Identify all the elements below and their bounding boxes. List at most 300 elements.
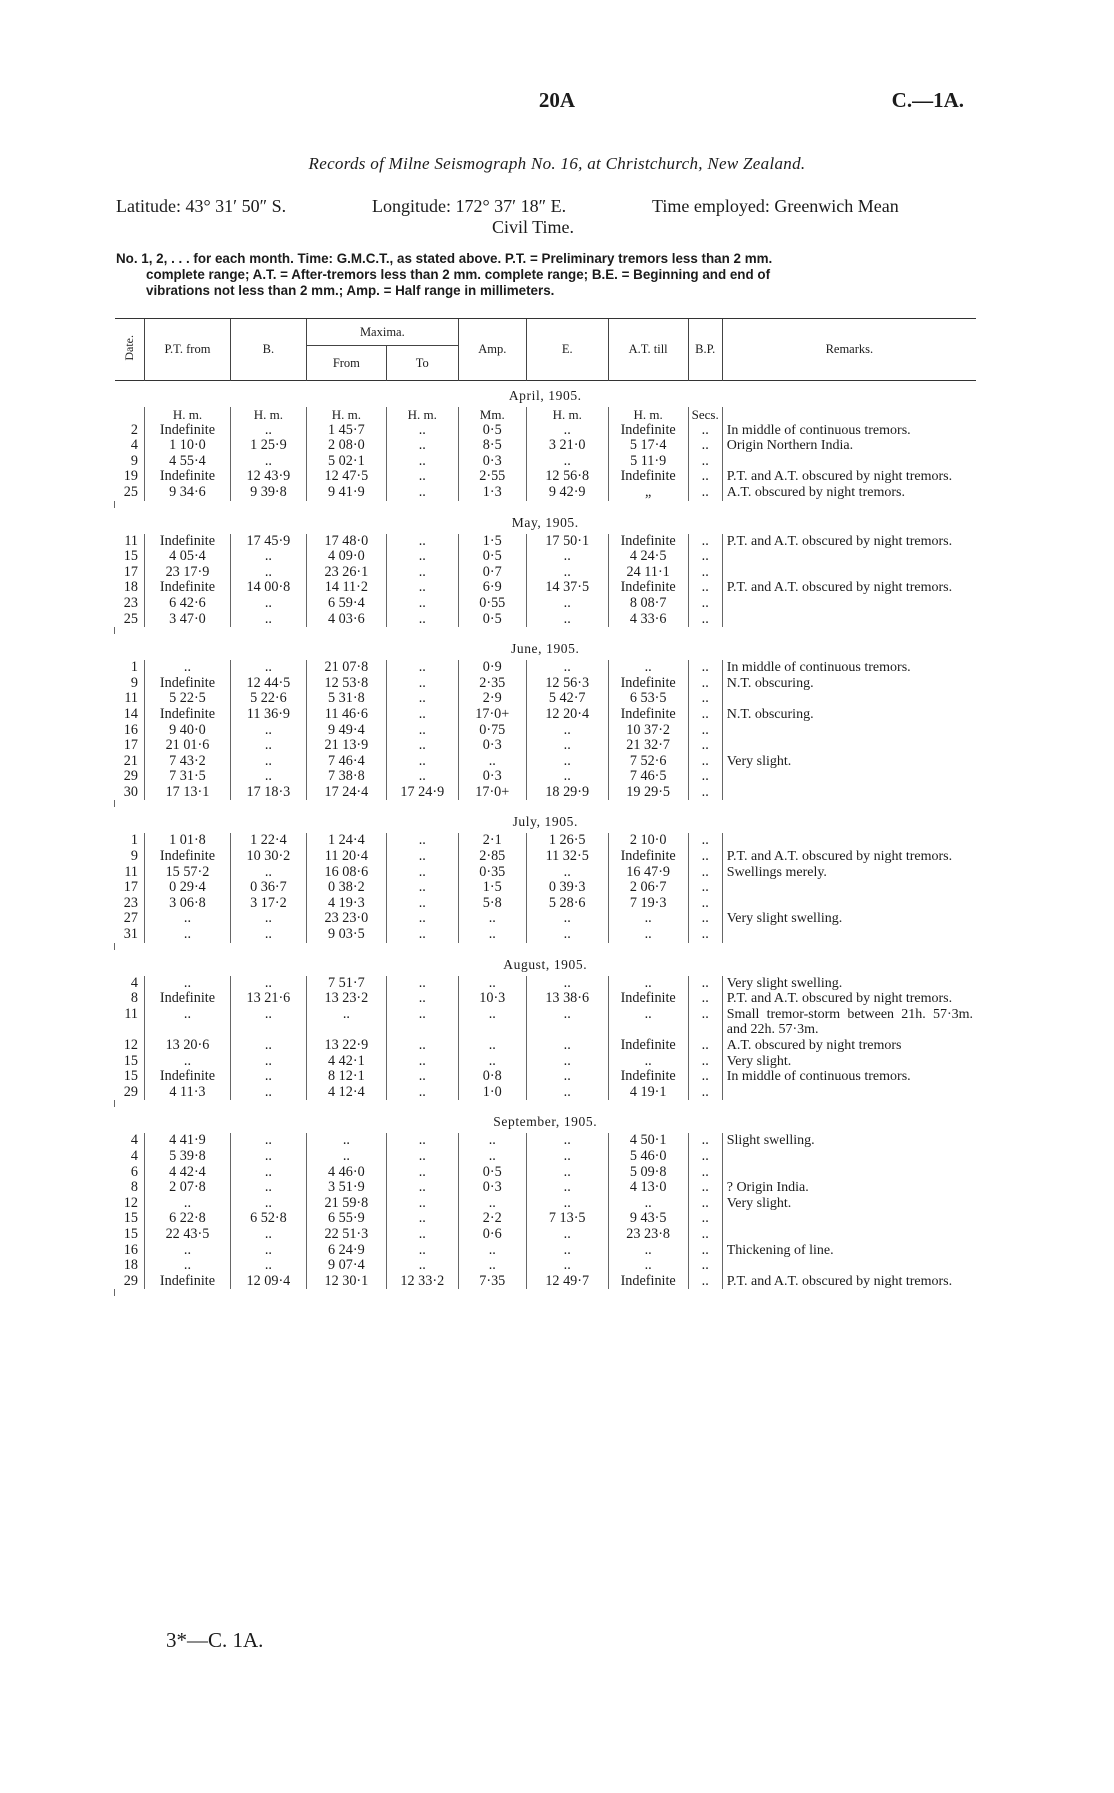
table-row	[115, 1133, 977, 1149]
date-cell: 15	[123, 1210, 138, 1227]
amp-cell: 0·3	[458, 454, 526, 470]
e-cell: ..	[526, 1196, 608, 1212]
date-cell: 29	[123, 768, 138, 785]
b-cell: ..	[230, 423, 306, 439]
amp-cell: 2·1	[458, 833, 526, 849]
amp-cell: 0·5	[458, 1165, 526, 1181]
bp-cell: ..	[688, 1007, 722, 1038]
maxima-from-cell: 23 23·0	[306, 911, 386, 927]
maxima-to-cell: ..	[386, 769, 458, 785]
e-cell: ..	[526, 1165, 608, 1181]
bp-cell: ..	[688, 1227, 722, 1243]
e-cell: 13 38·6	[526, 991, 608, 1007]
pt-cell: ..	[144, 1258, 230, 1274]
pt-cell: 5 22·5	[144, 691, 230, 707]
table-row	[115, 976, 977, 992]
b-cell: ..	[230, 1243, 306, 1259]
date-cell: 15	[123, 1068, 138, 1085]
pt-cell: 9 40·0	[144, 723, 230, 739]
maxima-to-cell: ..	[386, 1069, 458, 1085]
spacer-row	[115, 800, 977, 807]
maxima-to-cell: 12 33·2	[386, 1274, 458, 1290]
e-cell: ..	[526, 1085, 608, 1101]
date-cell: 27	[123, 910, 138, 927]
e-cell: ..	[526, 1133, 608, 1149]
maxima-to-cell: ..	[386, 723, 458, 739]
legend-line-2: complete range; A.T. = After-tremors less than 2 mm. complete range; B.E. = Beginning and end of	[146, 267, 771, 282]
remarks-cell: Very slight swelling.	[722, 976, 976, 992]
bp-cell: ..	[688, 769, 722, 785]
at-cell: Indefinite	[608, 849, 688, 865]
at-cell: 4 50·1	[608, 1133, 688, 1149]
amp-cell: ..	[458, 1038, 526, 1054]
table-row	[115, 707, 977, 723]
date-cell: 16	[123, 1241, 138, 1258]
month-heading-row	[115, 381, 977, 408]
amp-cell: ..	[458, 1133, 526, 1149]
pt-cell: Indefinite	[144, 991, 230, 1007]
amp-cell: 0·55	[458, 596, 526, 612]
remarks-cell	[722, 1258, 976, 1274]
table-row	[115, 485, 977, 501]
bp-cell: ..	[688, 565, 722, 581]
month-heading-row	[115, 807, 977, 833]
maxima-to-cell: ..	[386, 1180, 458, 1196]
maxima-to-cell: ..	[386, 423, 458, 439]
at-cell: 23 23·8	[608, 1227, 688, 1243]
column-header-from: From	[306, 346, 386, 381]
at-cell: 16 47·9	[608, 865, 688, 881]
month-heading: September, 1905.	[493, 1114, 598, 1130]
column-header-amp: Amp.	[458, 319, 526, 381]
amp-cell: 17·0+	[458, 707, 526, 723]
unit-label: H. m.	[230, 407, 306, 423]
pt-cell: Indefinite	[144, 707, 230, 723]
maxima-to-cell: ..	[386, 1149, 458, 1165]
maxima-to-cell: ..	[386, 691, 458, 707]
month-heading: April, 1905.	[508, 388, 582, 403]
pt-cell: Indefinite	[144, 1274, 230, 1290]
spacer-cell	[115, 1289, 977, 1296]
bp-cell: ..	[688, 423, 722, 439]
maxima-from-cell: 6 59·4	[306, 596, 386, 612]
table-row	[115, 469, 977, 485]
bp-cell: ..	[688, 896, 722, 912]
bp-cell: ..	[688, 1180, 722, 1196]
b-cell: 17 45·9	[230, 534, 306, 550]
b-cell: ..	[230, 865, 306, 881]
b-cell: 17 18·3	[230, 785, 306, 801]
column-header-maxima: Maxima.	[306, 319, 458, 346]
amp-cell: 0·7	[458, 565, 526, 581]
amp-cell: 1·0	[458, 1085, 526, 1101]
b-cell: 1 25·9	[230, 438, 306, 454]
remarks-cell	[722, 1085, 976, 1101]
at-cell: 4 13·0	[608, 1180, 688, 1196]
maxima-from-cell: 6 55·9	[306, 1211, 386, 1227]
amp-cell: 2·35	[458, 676, 526, 692]
pt-cell: 0 29·4	[144, 880, 230, 896]
at-cell: Indefinite	[608, 469, 688, 485]
date-cell: 6	[130, 1163, 138, 1180]
b-cell: ..	[230, 1085, 306, 1101]
column-header-b: B.	[230, 319, 306, 381]
table-row	[115, 1007, 977, 1038]
bp-cell: ..	[688, 1243, 722, 1259]
b-cell: ..	[230, 1258, 306, 1274]
date-cell: 14	[123, 705, 138, 722]
bp-cell: ..	[688, 785, 722, 801]
date-cell: 17	[123, 737, 138, 754]
at-cell: „	[608, 485, 688, 501]
units-row	[115, 407, 977, 423]
maxima-from-cell: 4 12·4	[306, 1085, 386, 1101]
table-row	[115, 849, 977, 865]
pt-cell: ..	[144, 976, 230, 992]
amp-cell: 0·8	[458, 1069, 526, 1085]
amp-cell: ..	[458, 754, 526, 770]
table-row	[115, 1085, 977, 1101]
table-row	[115, 1038, 977, 1054]
remarks-cell	[722, 691, 976, 707]
remarks-cell: In middle of continuous tremors.	[722, 1069, 976, 1085]
remarks-cell: ? Origin India.	[722, 1180, 976, 1196]
table-row	[115, 580, 977, 596]
b-cell: ..	[230, 723, 306, 739]
at-cell: ..	[608, 911, 688, 927]
amp-cell: 10·3	[458, 991, 526, 1007]
maxima-from-cell: 21 07·8	[306, 660, 386, 676]
month-heading: August, 1905.	[503, 956, 588, 972]
at-cell: 2 06·7	[608, 880, 688, 896]
table-row	[115, 1196, 977, 1212]
e-cell: ..	[526, 1243, 608, 1259]
bp-cell: ..	[688, 1274, 722, 1290]
pt-cell: 5 39·8	[144, 1149, 230, 1165]
unit-label: Secs.	[688, 407, 722, 423]
remarks-cell	[722, 1227, 976, 1243]
at-cell: Indefinite	[608, 1274, 688, 1290]
spacer-cell	[115, 1100, 977, 1107]
table-row	[115, 691, 977, 707]
bp-cell: ..	[688, 485, 722, 501]
date-cell: 25	[123, 483, 138, 500]
date-cell: 23	[123, 594, 138, 611]
maxima-from-cell: 23 26·1	[306, 565, 386, 581]
e-cell: 1 26·5	[526, 833, 608, 849]
maxima-to-cell: ..	[386, 438, 458, 454]
bp-cell: ..	[688, 438, 722, 454]
bp-cell: ..	[688, 976, 722, 992]
b-cell: ..	[230, 612, 306, 628]
date-cell: 16	[123, 721, 138, 738]
date-cell: 8	[130, 990, 138, 1007]
spacer-row	[115, 943, 977, 950]
bp-cell: ..	[688, 549, 722, 565]
b-cell: ..	[230, 769, 306, 785]
b-cell: ..	[230, 565, 306, 581]
maxima-from-cell: 16 08·6	[306, 865, 386, 881]
bp-cell: ..	[688, 1133, 722, 1149]
maxima-from-cell: 4 19·3	[306, 896, 386, 912]
b-cell: ..	[230, 911, 306, 927]
table-row	[115, 1165, 977, 1181]
table-row	[115, 738, 977, 754]
at-cell: ..	[608, 1243, 688, 1259]
bp-cell: ..	[688, 1069, 722, 1085]
at-cell: 10 37·2	[608, 723, 688, 739]
amp-cell: ..	[458, 1007, 526, 1038]
at-cell: 4 24·5	[608, 549, 688, 565]
remarks-cell: Very slight.	[722, 1196, 976, 1212]
pt-cell: 4 11·3	[144, 1085, 230, 1101]
maxima-from-cell: 11 20·4	[306, 849, 386, 865]
document-code: C.—1A.	[891, 88, 964, 112]
at-cell: Indefinite	[608, 423, 688, 439]
table-row	[115, 911, 977, 927]
spacer-cell	[115, 627, 977, 634]
remarks-cell	[722, 454, 976, 470]
remarks-cell: P.T. and A.T. obscured by night tremors.	[722, 469, 976, 485]
e-cell: ..	[526, 754, 608, 770]
b-cell: ..	[230, 1180, 306, 1196]
b-cell: ..	[230, 738, 306, 754]
bp-cell: ..	[688, 1149, 722, 1165]
month-heading: July, 1905.	[512, 814, 578, 830]
maxima-to-cell: ..	[386, 1133, 458, 1149]
maxima-to-cell: ..	[386, 534, 458, 550]
maxima-to-cell: ..	[386, 549, 458, 565]
maxima-from-cell: 21 59·8	[306, 1196, 386, 1212]
maxima-to-cell: ..	[386, 1211, 458, 1227]
b-cell: ..	[230, 1069, 306, 1085]
column-header-remarks: Remarks.	[722, 319, 976, 381]
maxima-to-cell: ..	[386, 469, 458, 485]
e-cell: 3 21·0	[526, 438, 608, 454]
b-cell: ..	[230, 976, 306, 992]
bp-cell: ..	[688, 454, 722, 470]
e-cell: 12 56·8	[526, 469, 608, 485]
maxima-from-cell: ..	[306, 1149, 386, 1165]
records-body	[115, 381, 977, 1297]
bp-cell: ..	[688, 1211, 722, 1227]
b-cell: ..	[230, 660, 306, 676]
e-cell: ..	[526, 1007, 608, 1038]
maxima-from-cell: 12 47·5	[306, 469, 386, 485]
remarks-cell	[722, 1149, 976, 1165]
pt-cell: Indefinite	[144, 676, 230, 692]
remarks-cell	[722, 738, 976, 754]
at-cell: Indefinite	[608, 1038, 688, 1054]
month-heading-row	[115, 1107, 977, 1133]
at-cell: 7 52·6	[608, 754, 688, 770]
maxima-from-cell: 7 38·8	[306, 769, 386, 785]
date-cell: 15	[123, 1225, 138, 1242]
remarks-cell: Origin Northern India.	[722, 438, 976, 454]
page-number: 20A	[538, 88, 576, 112]
table-row	[115, 1054, 977, 1070]
maxima-to-cell: ..	[386, 660, 458, 676]
at-cell: Indefinite	[608, 534, 688, 550]
month-heading: June, 1905.	[511, 641, 580, 657]
table-row	[115, 1069, 977, 1085]
at-cell: 7 46·5	[608, 769, 688, 785]
amp-cell: ..	[458, 1149, 526, 1165]
maxima-from-cell: 4 09·0	[306, 549, 386, 565]
bp-cell: ..	[688, 833, 722, 849]
maxima-from-cell: 0 38·2	[306, 880, 386, 896]
at-cell: Indefinite	[608, 676, 688, 692]
pt-cell: 1 01·8	[144, 833, 230, 849]
date-cell: 30	[123, 783, 138, 800]
bp-cell: ..	[688, 723, 722, 739]
maxima-to-cell: ..	[386, 1054, 458, 1070]
unit-label: Mm.	[458, 407, 526, 423]
amp-cell: 1·5	[458, 534, 526, 550]
date-cell: 15	[123, 548, 138, 565]
unit-label: H. m.	[608, 407, 688, 423]
bp-cell: ..	[688, 1165, 722, 1181]
maxima-to-cell: ..	[386, 738, 458, 754]
table-row	[115, 454, 977, 470]
maxima-to-cell: ..	[386, 880, 458, 896]
pt-cell: 2 07·8	[144, 1180, 230, 1196]
at-cell: Indefinite	[608, 991, 688, 1007]
b-cell: 3 17·2	[230, 896, 306, 912]
pt-cell: 1 10·0	[144, 438, 230, 454]
maxima-to-cell: ..	[386, 1085, 458, 1101]
maxima-to-cell: ..	[386, 896, 458, 912]
month-heading-row	[115, 634, 977, 660]
remarks-cell	[722, 896, 976, 912]
maxima-from-cell: 6 24·9	[306, 1243, 386, 1259]
maxima-to-cell: ..	[386, 485, 458, 501]
remarks-cell: Very slight.	[722, 754, 976, 770]
column-header-to: To	[386, 346, 458, 381]
column-header-bp: B.P.	[688, 319, 722, 381]
maxima-to-cell: ..	[386, 911, 458, 927]
maxima-to-cell: ..	[386, 1165, 458, 1181]
table-row	[115, 596, 977, 612]
remarks-cell	[722, 927, 976, 943]
bp-cell: ..	[688, 865, 722, 881]
bp-cell: ..	[688, 1258, 722, 1274]
at-cell: Indefinite	[608, 1069, 688, 1085]
maxima-from-cell: 5 02·1	[306, 454, 386, 470]
e-cell: 5 42·7	[526, 691, 608, 707]
remarks-cell: N.T. obscuring.	[722, 676, 976, 692]
remarks-cell: Slight swelling.	[722, 1133, 976, 1149]
unit-label: H. m.	[386, 407, 458, 423]
b-cell: ..	[230, 549, 306, 565]
b-cell: 5 22·6	[230, 691, 306, 707]
pt-cell: ..	[144, 911, 230, 927]
b-cell: ..	[230, 596, 306, 612]
unit-label: H. m.	[306, 407, 386, 423]
maxima-from-cell: 8 12·1	[306, 1069, 386, 1085]
seismograph-records-table	[114, 318, 976, 1296]
b-cell: ..	[230, 1133, 306, 1149]
b-cell: 0 36·7	[230, 880, 306, 896]
table-row	[115, 896, 977, 912]
abbreviation-legend	[116, 251, 976, 299]
at-cell: ..	[608, 1196, 688, 1212]
b-cell: ..	[230, 1007, 306, 1038]
remarks-cell: Thickening of line.	[722, 1243, 976, 1259]
b-cell: 14 00·8	[230, 580, 306, 596]
remarks-cell: P.T. and A.T. obscured by night tremors.	[722, 534, 976, 550]
maxima-from-cell: 12 30·1	[306, 1274, 386, 1290]
at-cell: ..	[608, 660, 688, 676]
date-cell: 11	[124, 532, 138, 549]
time-employed: Time employed: Greenwich Mean	[652, 196, 899, 216]
date-cell: 1	[130, 832, 138, 849]
b-cell: ..	[230, 754, 306, 770]
e-cell: ..	[526, 738, 608, 754]
pt-cell: Indefinite	[144, 469, 230, 485]
pt-cell: 3 06·8	[144, 896, 230, 912]
date-cell: 25	[123, 610, 138, 627]
column-header-date: Date.	[115, 319, 145, 381]
table-row	[115, 723, 977, 739]
bp-cell: ..	[688, 1054, 722, 1070]
table-row	[115, 1243, 977, 1259]
e-cell: 14 37·5	[526, 580, 608, 596]
date-cell: 4	[130, 437, 138, 454]
maxima-from-cell: 3 51·9	[306, 1180, 386, 1196]
maxima-from-cell: 2 08·0	[306, 438, 386, 454]
maxima-to-cell: ..	[386, 1243, 458, 1259]
bp-cell: ..	[688, 676, 722, 692]
bp-cell: ..	[688, 596, 722, 612]
maxima-to-cell: ..	[386, 1038, 458, 1054]
date-cell: 21	[123, 752, 138, 769]
e-cell: ..	[526, 1054, 608, 1070]
pt-cell: ..	[144, 1196, 230, 1212]
date-cell: 11	[124, 690, 138, 707]
b-cell: 11 36·9	[230, 707, 306, 723]
maxima-to-cell: ..	[386, 865, 458, 881]
maxima-to-cell: ..	[386, 1227, 458, 1243]
amp-cell: ..	[458, 1243, 526, 1259]
e-cell: 12 49·7	[526, 1274, 608, 1290]
remarks-cell: P.T. and A.T. obscured by night tremors.	[722, 991, 976, 1007]
at-cell: ..	[608, 1007, 688, 1038]
date-cell: 11	[124, 1005, 138, 1022]
b-cell: ..	[230, 454, 306, 470]
amp-cell: 0·3	[458, 769, 526, 785]
pt-cell: 4 55·4	[144, 454, 230, 470]
e-cell: 12 56·3	[526, 676, 608, 692]
document-title: Records of Milne Seismograph No. 16, at Christchurch, New Zealand.	[308, 154, 806, 173]
maxima-to-cell: ..	[386, 849, 458, 865]
table-row	[115, 1227, 977, 1243]
remarks-cell	[722, 833, 976, 849]
remarks-cell	[722, 565, 976, 581]
pt-cell: Indefinite	[144, 1069, 230, 1085]
maxima-from-cell: 5 31·8	[306, 691, 386, 707]
maxima-to-cell: ..	[386, 454, 458, 470]
spacer-row	[115, 627, 977, 634]
at-cell: 7 19·3	[608, 896, 688, 912]
date-cell: 4	[130, 1147, 138, 1164]
b-cell: 9 39·8	[230, 485, 306, 501]
bp-cell: ..	[688, 738, 722, 754]
pt-cell: ..	[144, 1054, 230, 1070]
at-cell: 5 09·8	[608, 1165, 688, 1181]
maxima-from-cell: 13 22·9	[306, 1038, 386, 1054]
e-cell: 17 50·1	[526, 534, 608, 550]
